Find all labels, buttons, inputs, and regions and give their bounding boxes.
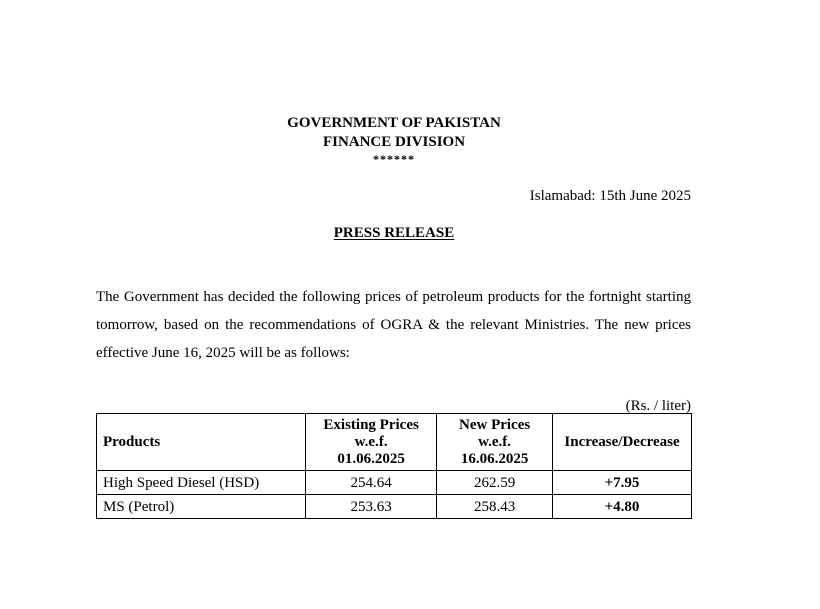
header-existing-prices	[306, 414, 437, 471]
unit-label: (Rs. / liter)	[625, 398, 691, 414]
header-products: Products	[97, 414, 306, 471]
cell-existing-price: 254.64	[306, 471, 437, 495]
header-new-line1: New Prices	[459, 416, 531, 433]
division-title: FINANCE DIVISION	[322, 134, 466, 150]
table-row	[97, 495, 692, 519]
price-table	[96, 413, 692, 519]
cell-change: +7.95	[553, 471, 692, 495]
cell-existing-price: 253.63	[306, 495, 437, 519]
table-header-row	[97, 414, 692, 471]
cell-new-price: 258.43	[437, 495, 553, 519]
cell-product: High Speed Diesel (HSD)	[97, 471, 306, 495]
government-title: GOVERNMENT OF PAKISTAN	[287, 115, 501, 131]
cell-product: MS (Petrol)	[97, 495, 306, 519]
header-new-line2: w.e.f.	[478, 433, 512, 450]
header-new-line3: 16.06.2025	[460, 450, 529, 467]
header-separator: ******	[373, 152, 415, 166]
header-existing-line1: Existing Prices	[323, 416, 419, 433]
header-new-prices	[437, 414, 553, 471]
body-paragraph: The Government has decided the following prices of petroleum products for the fortnight starting tomorrow, based on the recommendations of OGRA & the relevant Ministries. The new prices effective June 16, 2025 will be as follows:	[96, 289, 691, 361]
cell-change: +4.80	[553, 495, 692, 519]
press-release-title: PRESS RELEASE	[333, 225, 455, 241]
cell-new-price: 262.59	[437, 471, 553, 495]
header-existing-line3: 01.06.2025	[337, 450, 405, 467]
press-release-heading	[0, 224, 788, 243]
table-row	[97, 471, 692, 495]
header-existing-line2: w.e.f.	[354, 433, 388, 450]
date-line: Islamabad: 15th June 2025	[529, 188, 691, 204]
header-increase-decrease: Increase/Decrease	[553, 414, 692, 471]
